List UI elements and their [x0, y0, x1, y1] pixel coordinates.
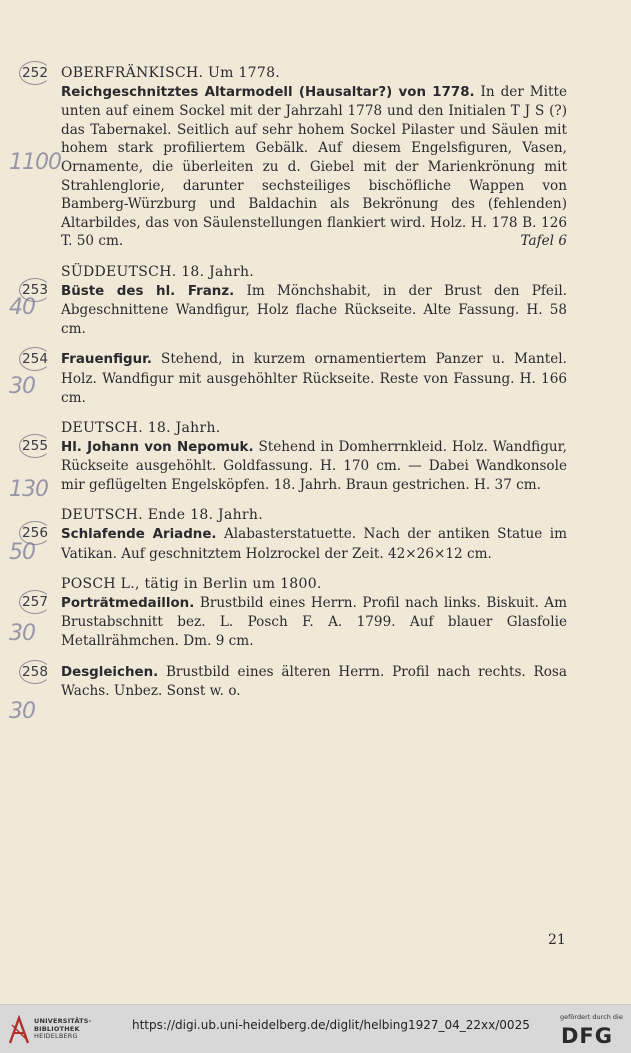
- catalog-entry-258: [9, 663, 567, 724]
- entry-text: Stehend, in kurzem ornamentiertem Panzer u. Mantel. Holz. Wandfigur mit ausgehöhlter Rückseite. Reste von Fassung. H. 166 cm.: [61, 351, 567, 406]
- catalog-entry-254: [9, 350, 567, 407]
- dfg-logo: DFG: [561, 1024, 614, 1048]
- lot-number: 252: [18, 64, 52, 83]
- plate-reference: Tafel 6: [520, 233, 567, 250]
- permalink-url[interactable]: https://digi.ub.uni-heidelberg.de/diglit/helbing1927_04_22xx/0025: [132, 1018, 530, 1032]
- entry-title: Reichgeschnitztes Altarmodell (Hausaltar?) von 1778.: [61, 84, 475, 100]
- group-heading: DEUTSCH. Ende 18. Jahrh.: [61, 507, 263, 524]
- lot-number: 254: [18, 350, 52, 369]
- group-heading: DEUTSCH. 18. Jahrh.: [61, 420, 221, 437]
- library-logo-text: UNIVERSITÄTS- BIBLIOTHEK HEIDELBERG: [34, 1017, 92, 1040]
- entry-text: Im Mönchshabit, in der Brust den Pfeil. Abgeschnittene Wandfigur, Holz flache Rückseite. Alte Fassung. H. 58 cm.: [61, 282, 567, 337]
- pencil-annotation: 30: [9, 698, 35, 724]
- library-logo-icon: [8, 1015, 30, 1045]
- lot-number: 253: [18, 281, 52, 300]
- group-heading: SÜDDEUTSCH. 18. Jahrh.: [61, 263, 255, 280]
- entry-text: Brustbild eines älteren Herrn. Profil nach rechts. Rosa Wachs. Unbez. Sonst w. o.: [61, 663, 567, 700]
- group-heading: OBERFRÄNKISCH. Um 1778.: [61, 65, 281, 81]
- catalog-entry-253: [9, 263, 567, 338]
- entry-title: Büste des hl. Franz.: [61, 283, 235, 299]
- catalog-entry-252: [9, 64, 567, 251]
- entry-title: Frauenfigur.: [61, 352, 152, 368]
- pencil-annotation: 130: [9, 477, 48, 503]
- entry-description: [61, 525, 567, 563]
- entry-description: [61, 594, 567, 651]
- pencil-annotation: 30: [9, 374, 35, 400]
- catalog-entry-255: [9, 419, 567, 503]
- entry-description: [61, 282, 567, 339]
- group-heading: POSCH L., tätig in Berlin um 1800.: [61, 576, 322, 593]
- entry-description: [61, 350, 567, 407]
- lot-number: 255: [18, 437, 52, 456]
- catalog-entry-257: [9, 575, 567, 650]
- entry-description: [61, 663, 567, 701]
- catalog-entry-256: [9, 506, 567, 566]
- entry-description: [61, 83, 567, 251]
- entry-text: In der Mitte unten auf einem Sockel mit der Jahrzahl 1778 und den Initialen T J S (?) das Tabernakel. Seitlich auf sehr hohem Sockel Pilaster und Säulen mit hohem stark profiliertem Gebälk. Auf diesem Engelsfiguren, Vasen, Ornamente, die überleiten zu d. Giebel mit der Marienkrönung mit Strahlenglorie, darunter sechsteiliges bischöfliche Wappen von Bamberg-Würzburg und Baldachin als Bekrönung des (fehlenden) Altarbildes, das von Säulenstellungen flankiert wird. Holz. H. 178 B. 126 T. 50 cm.: [61, 83, 567, 250]
- pencil-annotation: 30: [9, 621, 35, 647]
- entry-text: Stehend in Domherrnkleid. Holz. Wandfigur, Rückseite ausgehöhlt. Goldfassung. H. 170 cm. — Dabei Wandkonsole mir geflügelten Engelsköpfen. 18. Jahrh. Braun gestrichen. H. 37 cm.: [61, 438, 567, 493]
- entry-text: Alabasterstatuette. Nach der antiken Statue im Vatikan. Auf geschnitztem Holzrockel der Zeit. 42×26×12 cm.: [61, 526, 567, 562]
- lot-number: 256: [18, 524, 52, 543]
- pencil-annotation: 50: [9, 540, 35, 566]
- lot-number: 258: [18, 663, 52, 682]
- pencil-annotation: 1100: [9, 150, 61, 175]
- entry-title: Schlafende Ariadne.: [61, 527, 217, 543]
- entry-text: Brustbild eines Herrn. Profil nach links. Biskuit. Am Brustabschnitt bez. L. Posch F. A. 1799. Auf blauer Glasfolie Metallrähmchen. Dm. 9 cm.: [61, 594, 567, 650]
- entry-title: Desgleichen.: [61, 664, 159, 680]
- entry-title: Hl. Johann von Nepomuk.: [61, 439, 254, 455]
- page-number: 21: [548, 932, 566, 948]
- viewer-footer: [0, 1004, 631, 1053]
- entry-title: Porträtmedaillon.: [61, 595, 195, 611]
- sponsor-caption: gefördert durch die: [560, 1013, 623, 1021]
- lot-number: 257: [18, 593, 52, 612]
- catalog-content: [9, 64, 567, 724]
- entry-description: [61, 438, 567, 495]
- pencil-annotation: 40: [9, 294, 35, 320]
